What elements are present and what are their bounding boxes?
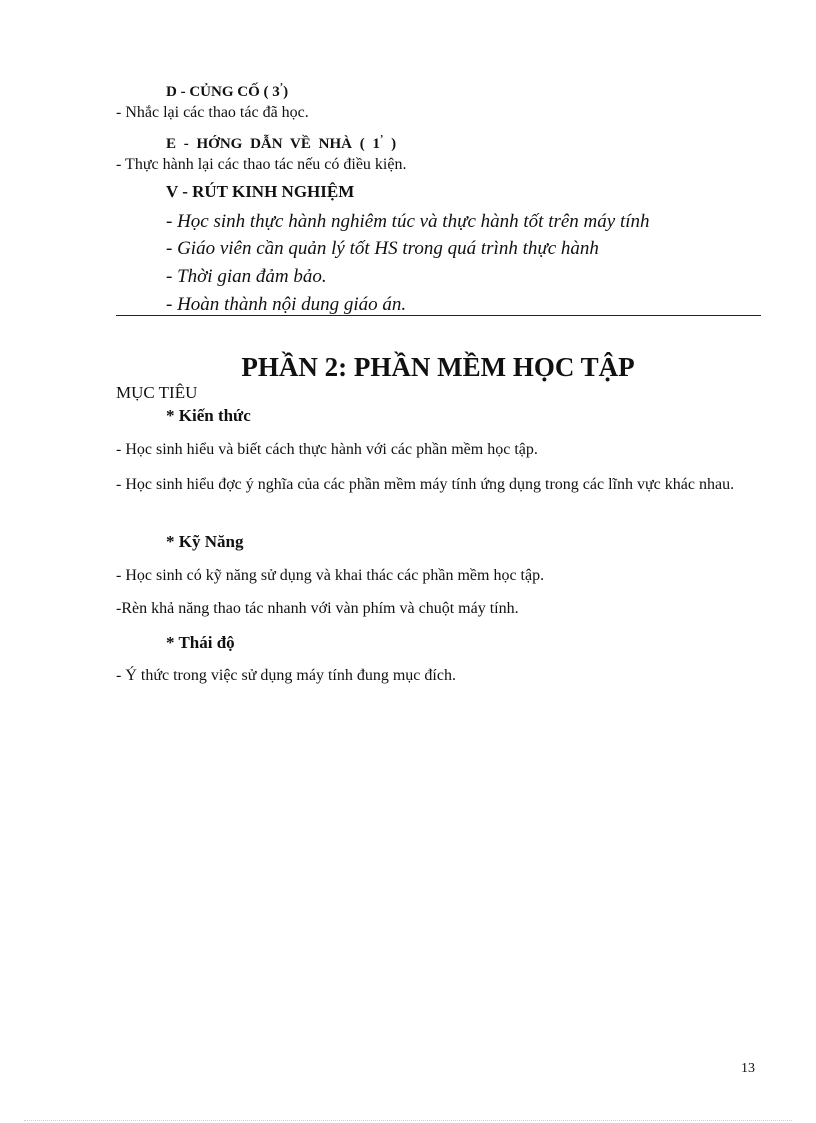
thai-do-line: - Ý thức trong việc sử dụng máy tính đung mục đích. bbox=[116, 667, 456, 684]
ky-nang-line: -Rèn khả năng thao tác nhanh với vàn phím và chuột máy tính. bbox=[116, 600, 519, 617]
ky-nang-line: - Học sinh có kỹ năng sử dụng và khai thác các phần mềm học tập. bbox=[116, 567, 545, 584]
heading-cung-co-prime: ’ bbox=[279, 82, 284, 93]
heading-cung-co-tail: ) bbox=[283, 84, 289, 100]
kien-thuc-line: - Học sinh hiểu và biết cách thực hành với các phần mềm học tập. bbox=[116, 441, 538, 458]
horizontal-rule bbox=[116, 315, 761, 316]
heading-huong-dan bbox=[166, 134, 396, 153]
rkn-item: - Hoàn thành nội dung giáo án. bbox=[166, 294, 407, 315]
kien-thuc-line: - Học sinh hiểu đợc ý nghĩa của các phần mềm máy tính ứng dụng trong các lĩnh vực khác nhau. bbox=[116, 476, 735, 493]
heading-cung-co bbox=[166, 82, 288, 101]
heading-rut-kinh-nghiem: V - RÚT KINH NGHIỆM bbox=[166, 182, 355, 201]
page-number: 13 bbox=[741, 1061, 755, 1076]
rkn-item: - Thời gian đảm bảo. bbox=[166, 266, 327, 287]
heading-huong-dan-text: E - HỚNG DẪN VỀ NHÀ ( 1 bbox=[166, 136, 380, 152]
heading-huong-dan-prime: ’ bbox=[379, 134, 384, 145]
page-bottom-border bbox=[24, 1120, 792, 1121]
rkn-item: - Học sinh thực hành nghiêm túc và thực hành tốt trên máy tính bbox=[166, 211, 650, 232]
thai-do-heading: * Thái độ bbox=[166, 633, 235, 652]
heading-huong-dan-tail: ) bbox=[383, 136, 397, 152]
rkn-item: - Giáo viên cần quản lý tốt HS trong quá trình thực hành bbox=[166, 238, 599, 259]
huong-dan-line: - Thực hành lại các thao tác nếu có điều kiện. bbox=[116, 156, 407, 173]
part-title: PHẦN 2: PHẦN MỀM HỌC TẬP bbox=[241, 352, 635, 382]
ky-nang-heading: * Kỹ Năng bbox=[166, 532, 244, 551]
heading-cung-co-text: D - CỦNG CỐ ( 3 bbox=[166, 84, 280, 100]
cung-co-line: - Nhắc lại các thao tác đã học. bbox=[116, 104, 309, 121]
kien-thuc-heading: * Kiến thức bbox=[166, 406, 251, 425]
muc-tieu-heading: MỤC TIÊU bbox=[116, 383, 198, 402]
